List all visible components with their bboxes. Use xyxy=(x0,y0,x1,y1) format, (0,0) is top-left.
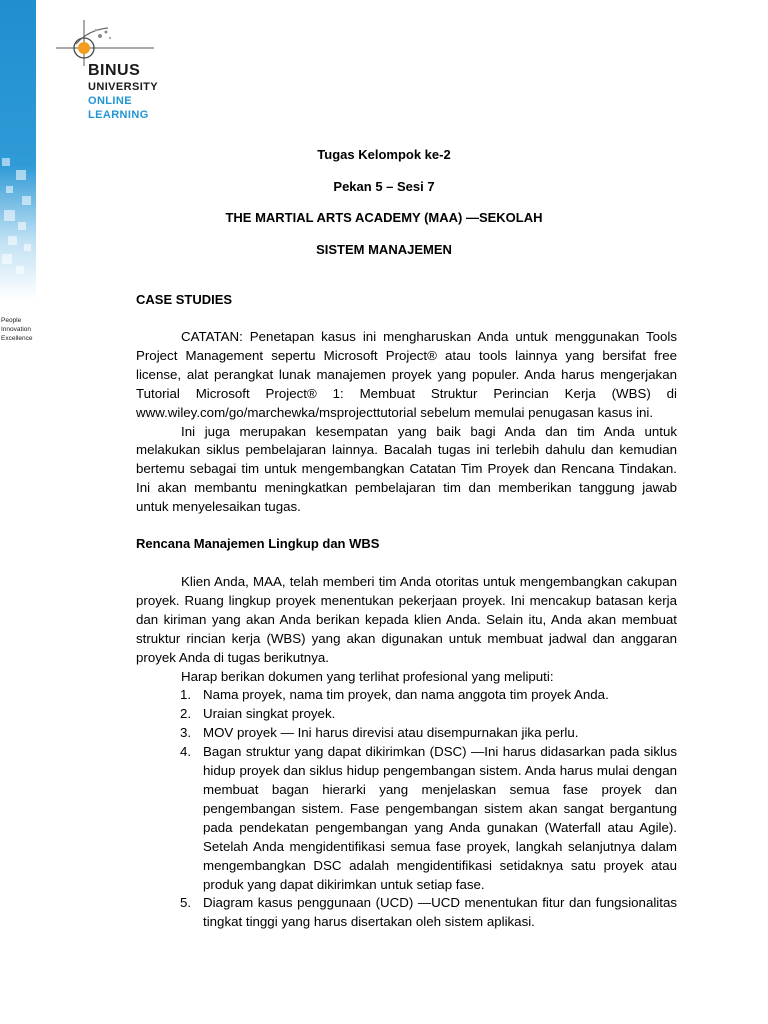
section-title-scope: Rencana Manajemen Lingkup dan WBS xyxy=(136,536,380,551)
binus-logo xyxy=(54,14,174,124)
week-session: Pekan 5 – Sesi 7 xyxy=(333,179,435,194)
tagline xyxy=(1,316,39,343)
list-number: 4. xyxy=(180,744,192,760)
paragraph: CATATAN: Penetapan kasus ini mengharuskan Anda untuk menggunakan Tools Project Management sepertu Microsoft Project® atau tools lainnya yang bersifat free license, alat perangkat lunak manajemen proyek yang populer. Anda harus mengerjakan Tutorial Microsoft Project® 1: Membuat Struktur Perincian Kerja (WBS) di www.wiley.com/go/marchewka/msprojecttutorial sebelum memulai penugasan kasus ini. xyxy=(136,329,677,420)
list-item xyxy=(180,705,677,724)
list-text: Uraian singkat proyek. xyxy=(203,706,336,722)
list-text: Bagan struktur yang dapat dikirimkan (DSC) —Ini harus didasarkan pada siklus hidup proyek dan siklus hidup pengembangan sistem. Anda harus mulai dengan membuat bagan hierarki yang menjelaskan semua fase proyek dan pengembangan sistem. Fase pengembangan sistem akan sangat bergantung pada pendekatan pengembangan yang Anda gunakan (Waterfall atau Agile). Setelah Anda mengidentifikasi semua fase proyek, langkah selanjutnya dalam mengembangkan DSC adalah mengidentifikasi setidaknya satu proyek atau produk yang dapat dikirimkan untuk setiap fase. xyxy=(203,744,677,892)
tagline-line: Excellence xyxy=(1,335,33,342)
paragraph: Klien Anda, MAA, telah memberi tim Anda otoritas untuk mengembangkan cakupan proyek. Ruang lingkup proyek menentukan pekerjaan proyek. Ini mencakup batasan kerja dan kiriman yang akan Anda berikan kepada klien Anda. Selain itu, Anda akan membuat struktur rincian kerja (WBS) yang akan digunakan untuk membuat jadwal dan anggaran proyek Anda di tugas berikutnya. xyxy=(136,574,677,665)
tagline-line: Innovation xyxy=(1,326,31,333)
logo-mark-icon xyxy=(54,14,164,66)
list-number: 3. xyxy=(180,725,192,741)
list-text: Diagram kasus penggunaan (UCD) —UCD menentukan fitur dan fungsionalitas tingkat tinggi yang harus disertakan oleh sistem aplikasi. xyxy=(203,895,677,930)
case-subtitle: SISTEM MANAJEMEN xyxy=(316,242,452,257)
assignment-title: Tugas Kelompok ke-2 xyxy=(317,147,451,162)
list-text: MOV proyek — Ini harus direvisi atau disempurnakan jika perlu. xyxy=(203,725,579,741)
case-title: THE MARTIAL ARTS ACADEMY (MAA) —SEKOLAH xyxy=(225,210,543,225)
list-item xyxy=(180,743,677,894)
tagline-line: People xyxy=(1,317,22,324)
scope-body xyxy=(136,573,677,932)
list-item xyxy=(180,686,677,705)
list-number: 5. xyxy=(180,895,192,911)
list-text: Nama proyek, nama tim proyek, dan nama anggota tim proyek Anda. xyxy=(203,687,609,703)
paragraph: Ini juga merupakan kesempatan yang baik bagi Anda dan tim Anda untuk melakukan siklus pembelajaran lainnya. Bacalah tugas ini terlebih dahulu dan kemudian bertemu sebagai tim untuk mengembangkan Catatan Tim Proyek dan Rencana Tindakan. Ini akan membantu meningkatkan pembelajaran tim dan memberikan tanggung jawab untuk menyelesaikan tugas. xyxy=(136,423,677,515)
case-studies-body xyxy=(136,328,677,517)
logo-online: ONLINE xyxy=(88,95,132,107)
list-intro: Harap berikan dokumen yang terlihat profesional yang meliputi: xyxy=(181,668,554,684)
list-number: 2. xyxy=(180,706,192,722)
list-item xyxy=(180,894,677,932)
list-item xyxy=(180,724,677,743)
logo-university: UNIVERSITY xyxy=(88,81,159,93)
deliverables-list xyxy=(136,686,677,932)
list-number: 1. xyxy=(180,687,192,703)
logo-learning: LEARNING xyxy=(88,109,149,121)
logo-brand: BINUS xyxy=(88,62,141,79)
section-title-case-studies: CASE STUDIES xyxy=(136,292,233,307)
